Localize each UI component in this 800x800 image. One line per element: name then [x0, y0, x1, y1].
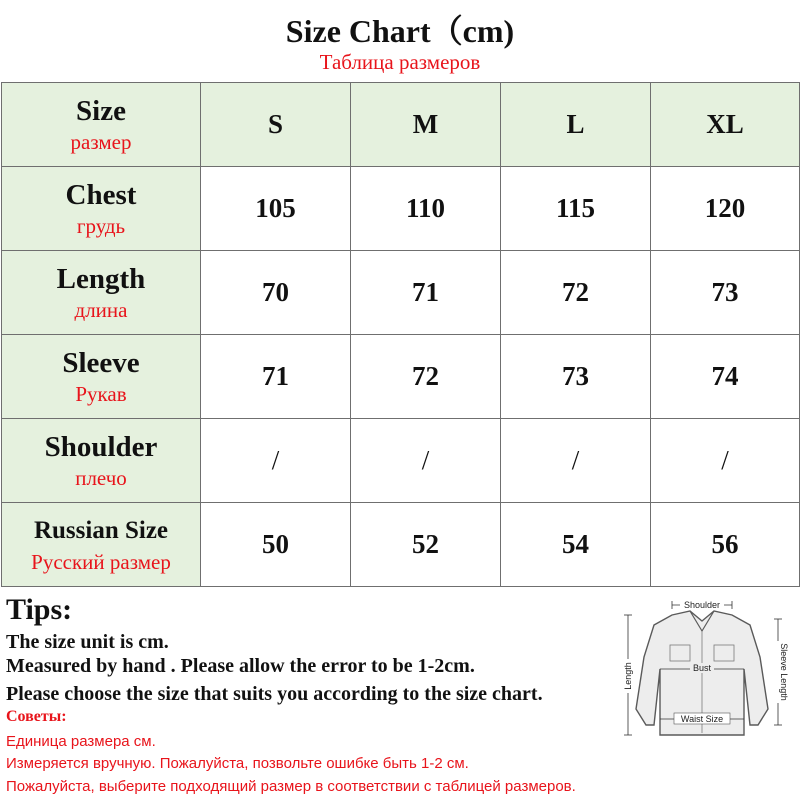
table-cell	[201, 335, 351, 419]
table-cell	[351, 167, 501, 251]
table-cell	[501, 167, 651, 251]
cell-value: 110	[405, 193, 445, 223]
cell-value: 71	[412, 277, 439, 307]
waist-label: Waist Size	[680, 714, 724, 724]
cell-value: 54	[562, 529, 589, 559]
table-cell	[501, 251, 651, 335]
page-subtitle-ru: Таблица размеров	[319, 50, 481, 74]
cell-value: 120	[704, 193, 746, 223]
tip-ru-line: Пожалуйста, выберите подходящий размер в соответствии с таблицей размеров.	[6, 778, 576, 795]
table-cell	[201, 503, 351, 587]
page-title: Size Chart（cm)	[285, 13, 515, 49]
sleeve-length-label: Sleeve Length	[779, 643, 789, 701]
table-row-sleeve	[2, 335, 800, 419]
row-label-length	[2, 251, 201, 335]
table-cell	[351, 419, 501, 503]
cell-value: /	[571, 445, 580, 475]
size-header-cell	[351, 83, 501, 167]
size-header-cell	[501, 83, 651, 167]
length-label: Length	[623, 662, 633, 690]
cell-value: 115	[555, 193, 595, 223]
table-cell	[651, 251, 800, 335]
table-cell	[201, 167, 351, 251]
cell-value: 71	[262, 361, 289, 391]
shirt-diagram-svg	[610, 597, 795, 747]
tip-ru-line: Единица размера см.	[6, 733, 156, 750]
table-cell	[651, 167, 800, 251]
shoulder-label: Shoulder	[683, 600, 721, 610]
cell-value: 72	[562, 277, 589, 307]
tip-en-line: The size unit is cm.	[6, 631, 169, 653]
table-cell	[351, 503, 501, 587]
shirt-measurement-diagram	[610, 597, 795, 747]
table-cell	[651, 503, 800, 587]
chart-header	[0, 0, 800, 82]
cell-value: 73	[711, 277, 739, 307]
table-cell	[351, 335, 501, 419]
cell-value: 72	[412, 361, 439, 391]
tip-en-line: Please choose the size that suits you according to the size chart.	[6, 683, 543, 705]
row-label-russian-size	[2, 503, 201, 587]
size-header-cell	[651, 83, 800, 167]
table-cell	[501, 419, 651, 503]
cell-value: /	[421, 445, 430, 475]
table-cell	[651, 335, 800, 419]
bust-label: Bust	[692, 663, 712, 673]
size-header-cell	[201, 83, 351, 167]
tips-ru-heading: Советы:	[6, 708, 67, 725]
tips-title: Tips:	[6, 593, 73, 626]
tip-ru-line: Измеряется вручную. Пожалуйста, позвольте ошибке быть 1-2 см.	[6, 755, 469, 772]
row-label-sleeve	[2, 335, 201, 419]
row-label-ru: размер	[70, 129, 132, 154]
table-cell	[501, 503, 651, 587]
row-label-ru: длина	[74, 297, 128, 322]
cell-value: 70	[262, 277, 289, 307]
cell-value: 105	[255, 193, 296, 223]
size-label: M	[412, 109, 439, 139]
row-label-ru: Русский размер	[31, 549, 171, 574]
table-row-russian-size	[2, 503, 800, 587]
table-cell	[201, 419, 351, 503]
table-cell	[501, 335, 651, 419]
table-row-shoulder	[2, 419, 800, 503]
table-cell	[351, 251, 501, 335]
cell-value: 56	[711, 529, 739, 559]
row-label-en: Russian Size	[33, 516, 169, 544]
cell-value: 73	[562, 361, 589, 391]
row-label-en: Length	[56, 262, 146, 295]
cell-value: /	[271, 445, 280, 475]
cell-value: /	[721, 445, 729, 475]
row-label-en: Sleeve	[62, 346, 140, 379]
row-label-chest	[2, 167, 201, 251]
size-table	[1, 82, 800, 587]
row-label-ru: грудь	[76, 213, 126, 238]
size-label: XL	[706, 109, 744, 139]
row-label-ru: Рукав	[75, 381, 127, 406]
row-label-ru: плечо	[75, 465, 127, 490]
table-cell	[651, 419, 800, 503]
row-label-shoulder	[2, 419, 201, 503]
cell-value: 52	[412, 529, 439, 559]
row-label-size	[2, 83, 201, 167]
size-label: L	[566, 109, 585, 139]
cell-value: 50	[262, 529, 289, 559]
row-label-en: Shoulder	[44, 430, 158, 463]
size-header-row	[2, 83, 800, 167]
table-row-length	[2, 251, 800, 335]
table-row-chest	[2, 167, 800, 251]
table-cell	[201, 251, 351, 335]
cell-value: 74	[711, 361, 739, 391]
tip-en-line: Measured by hand . Please allow the error to be 1-2cm.	[6, 655, 475, 677]
size-label: S	[267, 109, 284, 139]
row-label-en: Chest	[65, 178, 137, 211]
row-label-en: Size	[76, 94, 126, 127]
